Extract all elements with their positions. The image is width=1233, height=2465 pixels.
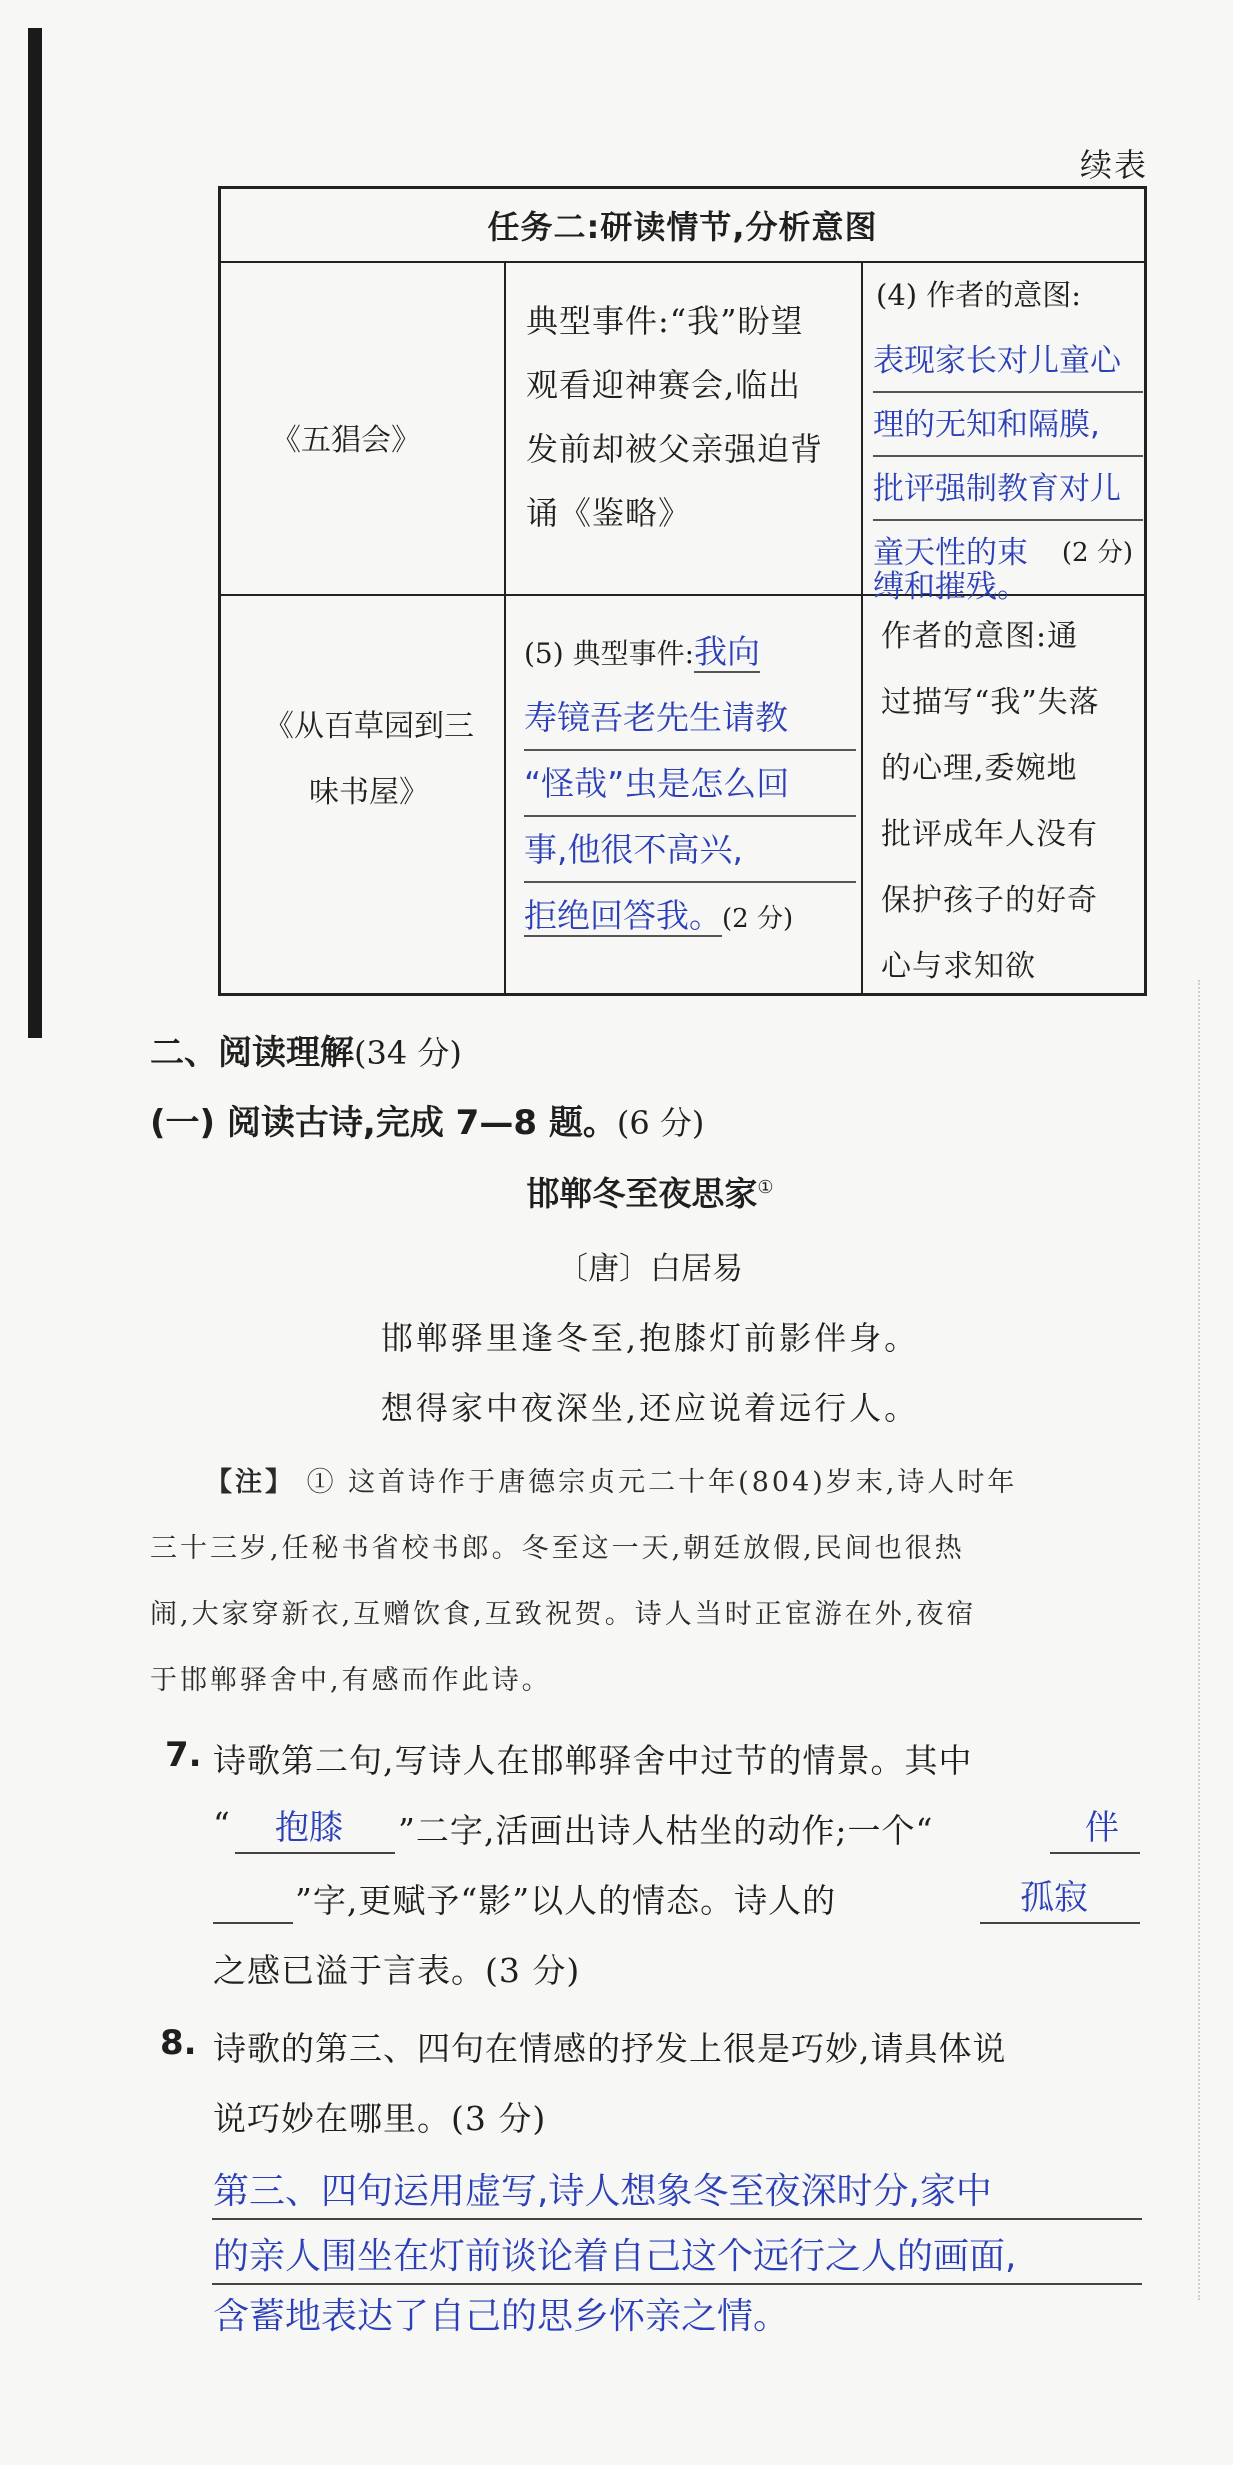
answer-line: 批评强制教育对儿: [873, 457, 1143, 521]
event-answer-line: 事,他很不高兴,: [524, 817, 856, 883]
q7-line4: 之感已溢于言表。(3 分): [213, 1951, 581, 1990]
event-line: 典型事件:“我”盼望: [526, 302, 804, 340]
section-title: 二、阅读理解(34 分): [150, 1033, 462, 1073]
row2-event: [524, 619, 856, 949]
poem-line: 想得家中夜深坐,还应说着远行人。: [380, 1389, 920, 1427]
footnote-mark: ①: [757, 1177, 774, 1198]
poem-author: 〔唐〕白居易: [557, 1251, 743, 1287]
event-answer-line: (5) 典型事件:我向: [524, 632, 760, 671]
q8-line1: 诗歌的第三、四句在情感的抒发上很是巧妙,请具体说: [213, 2029, 1007, 2068]
table-divider: [861, 261, 863, 993]
poem-note: 【注】 ① 这首诗作于唐德宗贞元二十年(804)岁末,诗人时年 三十三岁,任秘书省校书郎。冬至这一天,朝廷放假,民间也很热 闹,大家穿新衣,互赠饮食,互致祝贺。诗人当时正宦游在外,夜宿 于邯郸驿舍中,有感而作此诗。: [150, 1467, 1018, 1696]
event-line: 诵《鉴略》: [526, 494, 692, 532]
poem-line: 邯郸驿里逢冬至,抱膝灯前影伴身。: [380, 1319, 920, 1357]
q8-answer-line: 含蓄地表达了自己的思乡怀亲之情。: [213, 2296, 790, 2337]
q7-blank1-line: [235, 1852, 395, 1854]
row1-intent-label: (4) 作者的意图:: [876, 278, 1082, 312]
binding-edge: [28, 28, 42, 1038]
q7-blank2-line: [1050, 1852, 1140, 1854]
q7-blank2-line-cont: [213, 1922, 293, 1924]
event-line: 观看迎神赛会,临出: [526, 366, 802, 404]
event-answer-line: 拒绝回答我。(2 分): [524, 896, 794, 935]
q7-line2: ”二字,活画出诗人枯坐的动作;一个“: [398, 1811, 934, 1850]
q7-blank3-answer: 孤寂: [1020, 1878, 1088, 1918]
table-header: 任务二:研读情节,分析意图: [221, 189, 1144, 263]
q7-open-quote: “: [213, 1805, 231, 1844]
row1-event: [526, 289, 856, 545]
answer-line: 缚和摧残。: [873, 569, 1028, 605]
question-number: 8.: [160, 2023, 197, 2063]
question-number: 7.: [165, 1735, 202, 1775]
score: (2 分): [1061, 538, 1133, 568]
q7-line1: 诗歌第二句,写诗人在邯郸驿舍中过节的情景。其中: [213, 1741, 973, 1780]
note-label: 【注】: [205, 1467, 295, 1498]
q8-answer-line: 的亲人围坐在灯前谈论着自己这个远行之人的画面,: [213, 2236, 1017, 2277]
score: (2 分): [722, 904, 794, 934]
row1-title: 《五猖会》: [271, 423, 421, 458]
table-divider: [504, 261, 506, 993]
event-line: 发前却被父亲强迫背: [526, 430, 824, 468]
q7-blank3-line: [980, 1922, 1140, 1924]
answer-rule: [212, 2218, 1142, 2220]
row1-intent-answer: [873, 329, 1143, 607]
q7-blank1-answer: 抱膝: [275, 1808, 343, 1848]
task-table: [218, 186, 1147, 996]
row2-intent: 作者的意图:通 过描写“我”失落 的心理,委婉地 批评成年人没有 保护孩子的好奇 心与求知欲: [881, 619, 1100, 984]
q7-line3: ”字,更赋予“影”以人的情态。诗人的: [295, 1881, 837, 1920]
q8-answer-line: 第三、四句运用虚写,诗人想象冬至夜深时分,家中: [213, 2171, 992, 2212]
poem-title: 邯郸冬至夜思家①: [526, 1174, 774, 1213]
answer-line: 表现家长对儿童心: [873, 329, 1143, 393]
part-title: (一) 阅读古诗,完成 7—8 题。(6 分): [150, 1103, 705, 1143]
q8-line2: 说巧妙在哪里。(3 分): [213, 2099, 547, 2138]
answer-line: 童天性的束 (2 分): [873, 521, 1143, 567]
event-answer-line: “怪哉”虫是怎么回: [524, 751, 856, 817]
event-answer-line: 寿镜吾老先生请教: [524, 685, 856, 751]
q7-blank2-answer: 伴: [1085, 1808, 1119, 1848]
continued-label: 续表: [1080, 146, 1149, 184]
answer-line: 理的无知和隔膜,: [873, 393, 1143, 457]
row2-title: 《从百草园到三 味书屋》: [264, 709, 474, 810]
answer-rule: [212, 2283, 1142, 2285]
margin-dotted-line: [1198, 980, 1200, 2300]
